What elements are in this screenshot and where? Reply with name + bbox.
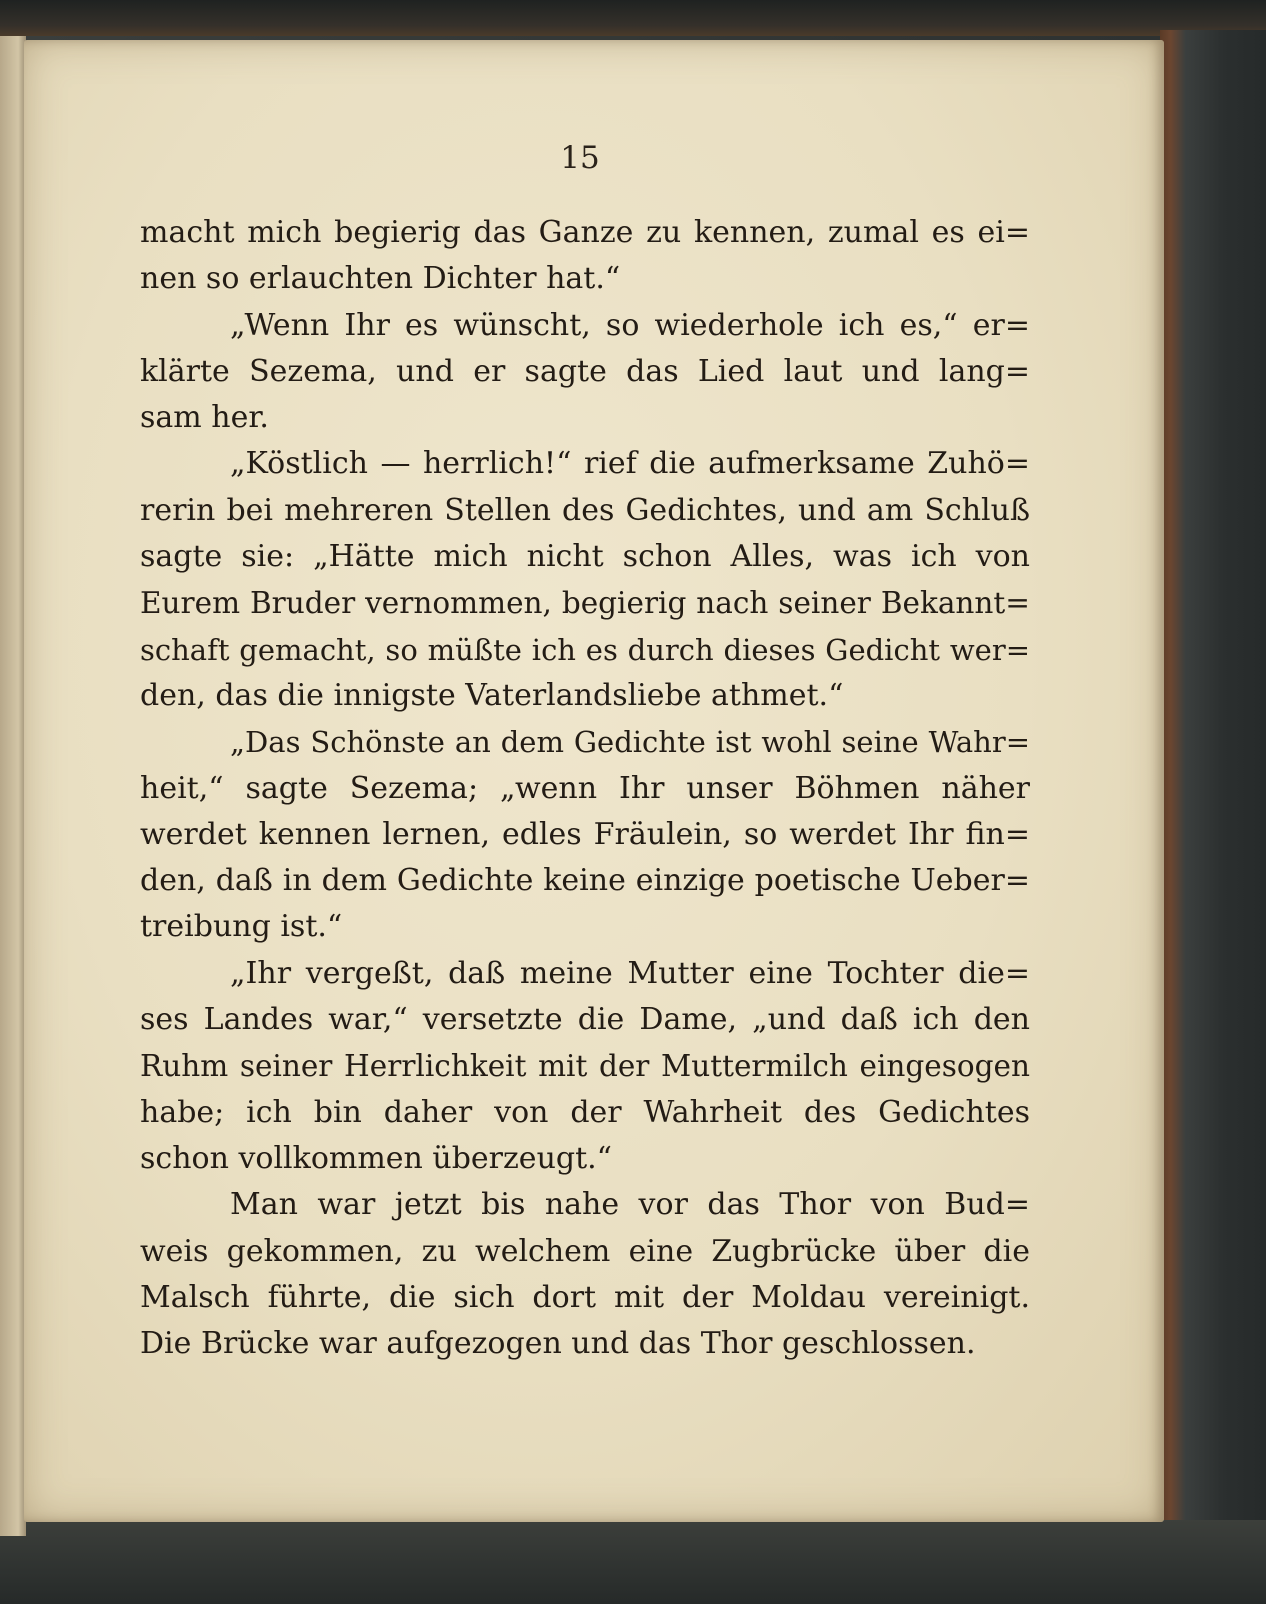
text-line: Malsch führte, die sich dort mit der Moldau vereinigt. <box>140 1279 1030 1315</box>
text-line: „Wenn Ihr es wünscht, so wiederhole ich es,“ er= <box>230 307 1030 343</box>
text-line: treibung ist.“ <box>140 909 343 945</box>
text-line: schon vollkommen überzeugt.“ <box>140 1140 613 1176</box>
text-line: werdet kennen lernen, edles Fräulein, so werdet Ihr fin= <box>140 816 1030 852</box>
text-line: klärte Sezema, und er sagte das Lied laut und lang= <box>140 353 1030 389</box>
text-line: nen so erlauchten Dichter hat.“ <box>140 261 621 297</box>
text-line: sam her. <box>140 400 269 436</box>
page-number: 15 <box>560 140 600 176</box>
page-text <box>140 210 1030 1367</box>
book-cover-right-edge <box>1160 30 1266 1604</box>
text-line: „Köstlich — herrlich!“ rief die aufmerksame Zuhö= <box>230 446 1030 482</box>
text-line: den, das die innigste Vaterlandsliebe athmet.“ <box>140 677 844 713</box>
text-line: heit,“ sagte Sezema; „wenn Ihr unser Böhmen näher <box>140 770 1030 806</box>
book-cover-top-edge <box>0 0 1266 36</box>
text-line: „Das Schönste an dem Gedichte ist wohl seine Wahr= <box>230 725 1030 760</box>
text-line: den, daß in dem Gedichte keine einzige poetische Ueber= <box>140 863 1030 899</box>
book-cover-bottom-edge <box>0 1520 1266 1604</box>
text-line: Eurem Bruder vernommen, begierig nach seiner Bekannt= <box>140 586 1030 621</box>
text-line: habe; ich bin daher von der Wahrheit des Gedichtes <box>140 1094 1030 1130</box>
text-line: macht mich begierig das Ganze zu kennen, zumal es ei= <box>140 215 1030 250</box>
text-line: ses Landes war,“ versetzte die Dame, „und daß ich den <box>140 1002 1030 1038</box>
text-line: Ruhm seiner Herrlichkeit mit der Muttermilch eingesogen <box>140 1049 1030 1084</box>
text-line: schaft gemacht, so müßte ich es durch dieses Gedicht wer= <box>140 632 1030 667</box>
text-line: Man war jetzt bis nahe vor das Thor von Bud= <box>230 1187 1030 1223</box>
text-line: „Ihr vergeßt, daß meine Mutter eine Tochter die= <box>230 955 1030 991</box>
text-line: rerin bei mehreren Stellen des Gedichtes, und am Schluß <box>140 492 1030 528</box>
text-line: weis gekommen, zu welchem eine Zugbrücke über die <box>140 1233 1030 1269</box>
text-line: Die Brücke war aufgezogen und das Thor geschlossen. <box>140 1326 976 1362</box>
previous-page-edge <box>0 36 26 1536</box>
text-line: sagte sie: „Hätte mich nicht schon Alles, was ich von <box>140 539 1030 575</box>
